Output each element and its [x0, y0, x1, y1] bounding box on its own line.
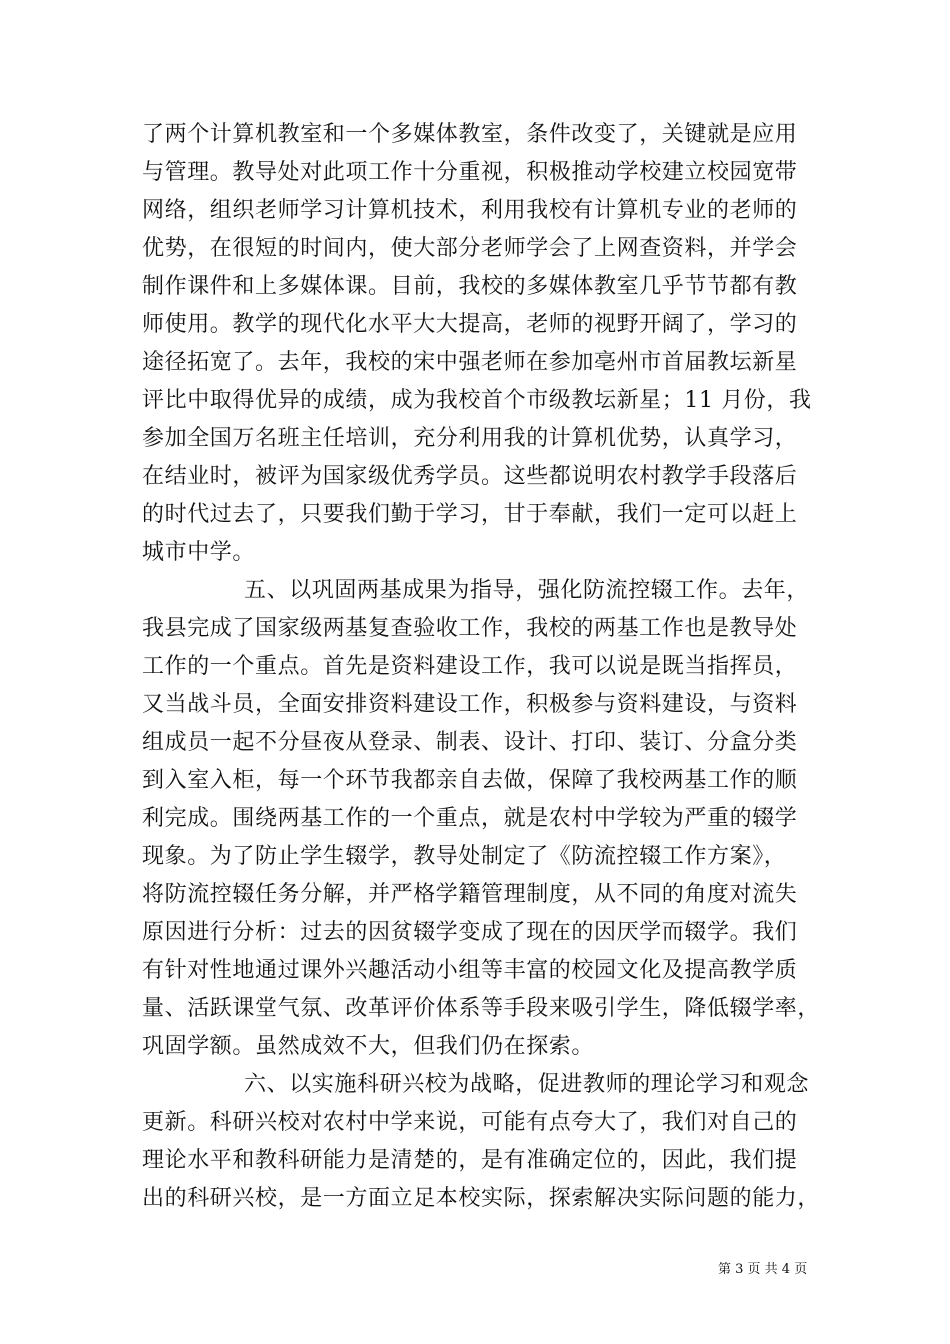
section-heading-five: 五、以巩固两基成果为指导，强化防流控辍工作。去年， — [244, 578, 810, 603]
text-line: 师使用。教学的现代化水平大大提高，老师的视野开阔了，学习的 — [142, 312, 798, 337]
text-line: 将防流控辍任务分解，并严格学籍管理制度，从不同的角度对流失 — [142, 882, 798, 907]
text-line: 优势，在很短的时间内，使大部分老师学会了上网查资料，并学会 — [142, 236, 798, 261]
text-line: 更新。科研兴校对农村中学来说，可能有点夸大了，我们对自己的 — [142, 1110, 798, 1135]
text-line: 参加全国万名班主任培训，充分利用我的计算机优势，认真学习， — [142, 426, 798, 451]
text-line: 的时代过去了，只要我们勤于学习，甘于奉献，我们一定可以赶上 — [142, 502, 798, 527]
text-line: 途径拓宽了。去年，我校的宋中强老师在参加亳州市首届教坛新星 — [142, 350, 798, 375]
text-line: 网络，组织老师学习计算机技术，利用我校有计算机专业的老师的 — [142, 198, 798, 223]
text-line: 了两个计算机教室和一个多媒体教室，条件改变了，关键就是应用 — [142, 122, 798, 147]
text-line: 我县完成了国家级两基复查验收工作，我校的两基工作也是教导处 — [142, 616, 798, 641]
text-line: 制作课件和上多媒体课。目前，我校的多媒体教室几乎节节都有教 — [142, 274, 798, 299]
text-line: 现象。为了防止学生辍学，教导处制定了《防流控辍工作方案》， — [142, 844, 787, 869]
text-line: 城市中学。 — [142, 540, 256, 565]
text-line: 利完成。围绕两基工作的一个重点，就是农村中学较为严重的辍学 — [142, 806, 798, 831]
text-line: 巩固学额。虽然成效不大，但我们仍在探索。 — [142, 1034, 595, 1059]
text-line: 量、活跃课堂气氛、改革评价体系等手段来吸引学生，降低辍学率， — [142, 996, 821, 1021]
text-line: 有针对性地通过课外兴趣活动小组等丰富的校园文化及提高教学质 — [142, 958, 798, 983]
text-line: 评比中取得优异的成绩，成为我校首个市级教坛新星；11 月份，我 — [142, 388, 812, 413]
text-line: 出的科研兴校，是一方面立足本校实际，探索解决实际问题的能力， — [142, 1186, 821, 1211]
section-heading-six: 六、以实施科研兴校为战略，促进教师的理论学习和观念 — [244, 1072, 810, 1097]
text-line: 原因进行分析：过去的因贫辍学变成了现在的因厌学而辍学。我们 — [142, 920, 798, 945]
text-line: 又当战斗员，全面安排资料建设工作，积极参与资料建设，与资料 — [142, 692, 798, 717]
text-line: 组成员一起不分昼夜从登录、制表、设计、打印、装订、分盒分类 — [142, 730, 798, 755]
text-line: 在结业时，被评为国家级优秀学员。这些都说明农村教学手段落后 — [142, 464, 798, 489]
text-line: 到入室入柜，每一个环节我都亲自去做，保障了我校两基工作的顺 — [142, 768, 798, 793]
page-number-footer: 第 3 页 共 4 页 — [718, 1262, 808, 1277]
text-line: 理论水平和教科研能力是清楚的，是有准确定位的，因此，我们提 — [142, 1148, 798, 1173]
text-line: 与管理。教导处对此项工作十分重视，积极推动学校建立校园宽带 — [142, 160, 798, 185]
text-line: 工作的一个重点。首先是资料建设工作，我可以说是既当指挥员， — [142, 654, 798, 679]
